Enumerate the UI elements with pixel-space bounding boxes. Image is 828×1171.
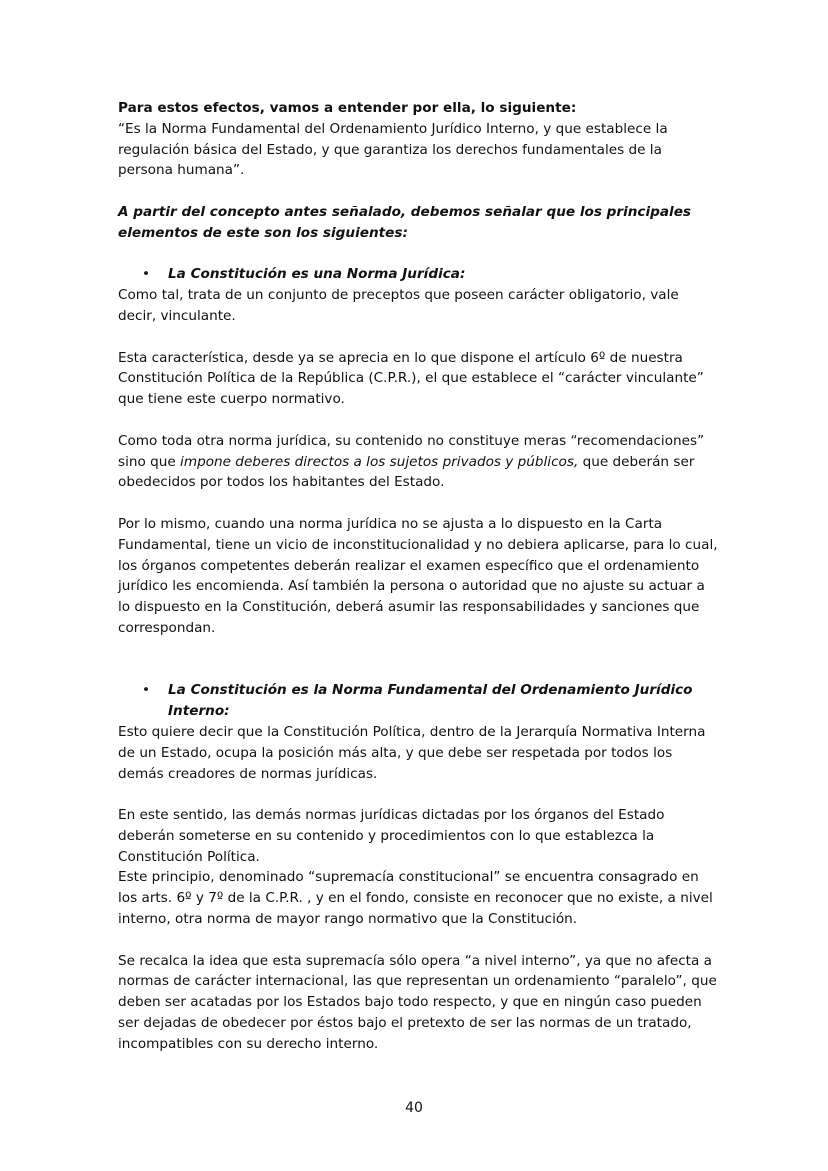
intro-heading: Para estos efectos, vamos a entender por ella, lo siguiente: <box>118 100 577 116</box>
page-body <box>118 98 718 1055</box>
elements-intro: A partir del concepto antes señalado, debemos señalar que los principales elementos de este son los siguientes: <box>118 203 692 241</box>
emphasis-text: impone deberes directos a los sujetos privados y públicos, <box>180 453 579 470</box>
section1-title: La Constitución es una Norma Jurídica: <box>168 266 466 283</box>
page-number: 40 <box>405 1100 423 1116</box>
section2-paragraph-3: Este principio, denominado “supremacía constitucional” se encuentra consagrado en los arts. 6º y 7º de la C.P.R. , y en el fondo, consiste en reconocer que no existe, a nivel interno, otra norma de mayor rango normativo que la Constitución. <box>118 869 713 928</box>
constitution-definition: “Es la Norma Fundamental del Ordenamiento Jurídico Interno, y que establece la regulación básica del Estado, y que garantiza los derechos fundamentales de la persona humana”. <box>118 120 668 179</box>
section2-paragraph-4: Se recalca la idea que esta supremacía sólo opera “a nivel interno”, ya que no afecta a normas de carácter internacional, las que representan un ordenamiento “paralelo”, que deben ser acatadas por los Estados bajo todo respecto, y que en ningún caso pueden ser dejadas de obedecer por éstos bajo el pretexto de ser las normas de un tratado, incompatibles con su derecho interno. <box>118 952 717 1052</box>
section1-paragraph-1: Como tal, trata de un conjunto de preceptos que poseen carácter obligatorio, vale decir, vinculante. <box>118 287 679 324</box>
section1-paragraph-2: Esta característica, desde ya se aprecia en lo que dispone el artículo 6º de nuestra Constitución Política de la República (C.P.R.), el que establece el “carácter vinculante” que tiene este cuerpo normativo. <box>118 349 704 408</box>
section2-bullet-item <box>118 680 718 722</box>
section1-paragraph-4: Por lo mismo, cuando una norma jurídica no se ajusta a lo dispuesto en la Carta Fundamental, tiene un vicio de inconstitucionalidad y no debiera aplicarse, para lo cual, los órganos competentes deberán realizar el examen específico que el ordenamiento jurídico les encomienda. Así también la persona o autoridad que no ajuste su actuar a lo dispuesto en la Constitución, deberá asumir las responsabilidades y sanciones que correspondan. <box>118 515 718 636</box>
section1-bullet-item <box>118 264 718 285</box>
section2-paragraph-2: En este sentido, las demás normas jurídicas dictadas por los órganos del Estado deberán someterse en su contenido y procedimientos con lo que establezca la Constitución Política. <box>118 807 665 865</box>
bullet-icon: • <box>142 682 151 699</box>
bullet-icon: • <box>142 266 151 283</box>
section2-title: La Constitución es la Norma Fundamental del Ordenamiento Jurídico Interno: <box>168 682 693 720</box>
section2-paragraph-1: Esto quiere decir que la Constitución Política, dentro de la Jerarquía Normativa Interna de un Estado, ocupa la posición más alta, y que debe ser respetada por todos los demás creadores de normas jurídicas. <box>118 723 706 782</box>
section1-paragraph-3: Como toda otra norma jurídica, su contenido no constituye meras “recomendaciones” sino que impone deberes directos a los sujetos privados y públicos, que deberán ser obedecidos por todos los habitantes del Estado. <box>118 432 705 491</box>
